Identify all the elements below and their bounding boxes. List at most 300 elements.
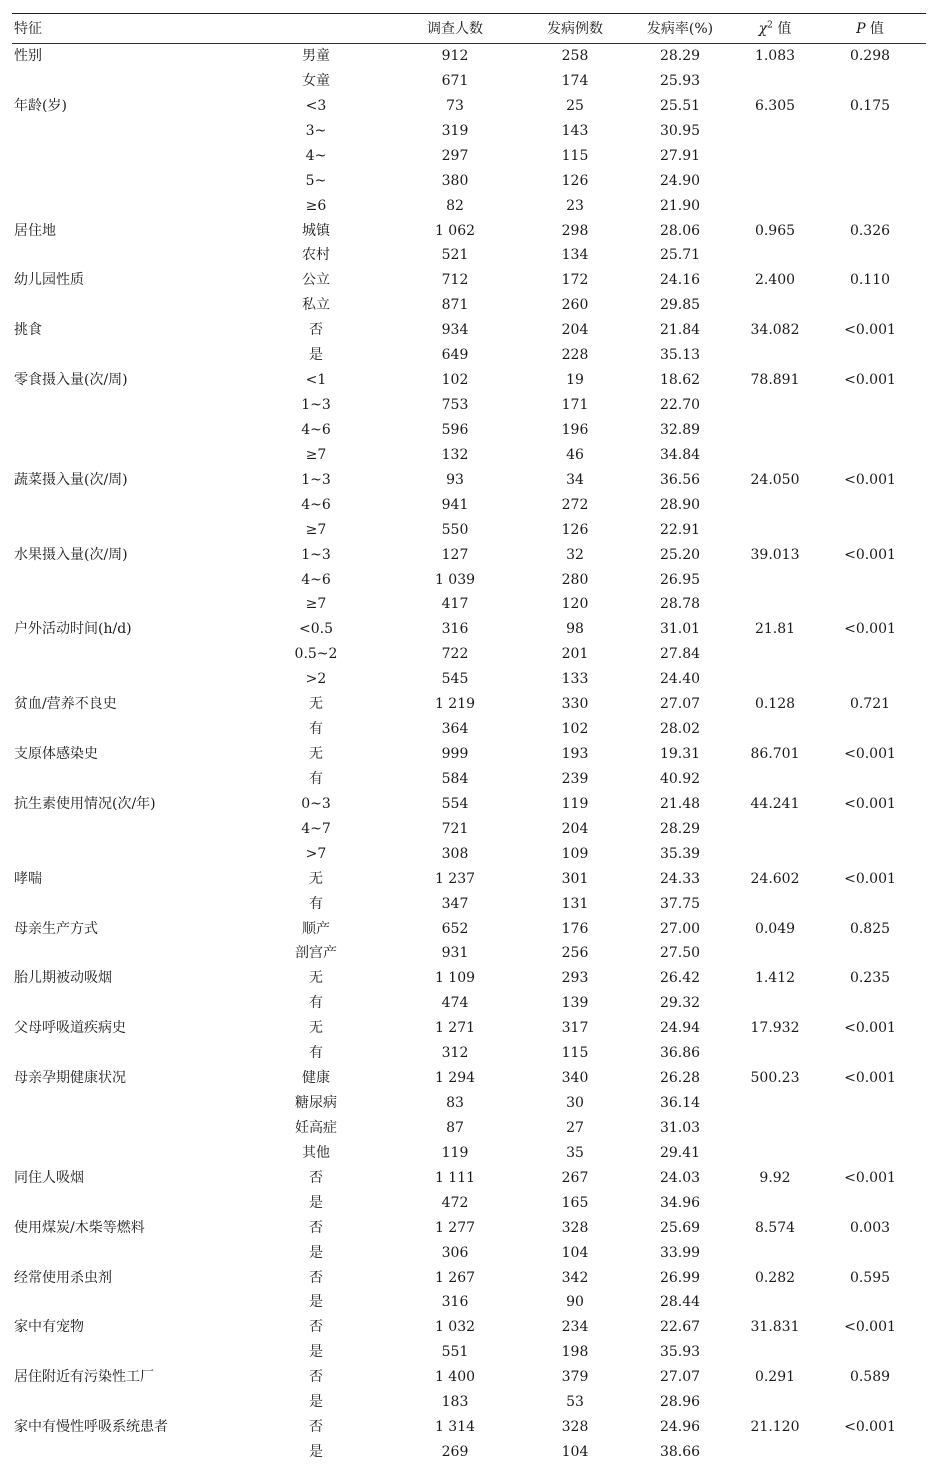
chi-square-cell: 78.891 — [750, 372, 800, 389]
case-count-cell: 171 — [561, 397, 589, 413]
p-value-cell: <0.001 — [844, 1169, 896, 1186]
incidence-rate-cell: 25.69 — [659, 1219, 701, 1236]
feature-cell: 家中有宠物 — [14, 1319, 84, 1336]
table-row — [0, 967, 939, 989]
case-count-cell: 32 — [566, 546, 584, 563]
case-count-cell: 293 — [561, 970, 589, 987]
table-row — [0, 195, 939, 217]
table-row — [0, 1242, 939, 1264]
category-cell: 否 — [309, 1369, 323, 1386]
case-count-cell: 133 — [561, 671, 589, 688]
table-row — [0, 494, 939, 516]
category-cell: >7 — [305, 845, 327, 862]
table-row — [0, 269, 939, 291]
case-count-cell: 172 — [561, 272, 589, 289]
incidence-rate-cell: 28.06 — [659, 222, 701, 239]
survey-count-cell: 417 — [441, 596, 469, 613]
incidence-rate-cell: 36.56 — [659, 471, 701, 488]
table-row — [0, 1017, 939, 1039]
incidence-rate-cell: 38.66 — [659, 1444, 701, 1460]
chi-square-cell: 17.932 — [750, 1020, 800, 1037]
table-row — [0, 120, 939, 142]
table-row — [0, 868, 939, 890]
case-count-cell: 139 — [561, 995, 589, 1012]
case-count-cell: 115 — [561, 1045, 589, 1062]
table-row — [0, 942, 939, 964]
survey-count-cell: 316 — [441, 1294, 469, 1311]
case-count-cell: 165 — [561, 1194, 589, 1211]
case-count-cell: 98 — [566, 621, 584, 638]
table-row — [0, 1042, 939, 1064]
survey-count-cell: 127 — [441, 546, 469, 563]
chi-square-cell: 24.602 — [750, 870, 800, 887]
survey-count-cell: 551 — [441, 1344, 469, 1361]
survey-count-cell: 1 294 — [434, 1070, 476, 1087]
incidence-rate-cell: 35.39 — [659, 845, 701, 862]
table-row — [0, 668, 939, 690]
incidence-rate-cell: 22.70 — [659, 397, 701, 413]
feature-cell: 支原体感染史 — [14, 746, 98, 762]
survey-count-cell: 596 — [441, 421, 469, 438]
category-cell: 是 — [309, 1194, 323, 1211]
feature-cell: 家中有慢性呼吸系统患者 — [14, 1419, 168, 1436]
feature-cell: 母亲生产方式 — [14, 920, 98, 937]
category-cell: <1 — [305, 372, 327, 389]
case-count-cell: 126 — [561, 521, 589, 538]
table-row — [0, 469, 939, 491]
category-cell: 1~3 — [301, 471, 331, 488]
survey-count-cell: 1 267 — [434, 1269, 476, 1286]
incidence-rate-cell: 27.91 — [659, 147, 701, 164]
case-count-cell: 109 — [561, 845, 589, 862]
category-cell: 无 — [309, 970, 323, 987]
case-count-cell: 280 — [561, 571, 589, 588]
chi-square-cell: 0.049 — [754, 920, 796, 937]
incidence-rate-cell: 28.02 — [659, 721, 701, 738]
category-cell: 妊高症 — [295, 1119, 337, 1136]
category-cell: 否 — [309, 1419, 323, 1436]
p-value-cell: <0.001 — [844, 621, 896, 638]
category-cell: ≥7 — [305, 596, 327, 613]
case-count-cell: 53 — [566, 1394, 584, 1411]
case-count-cell: 119 — [561, 795, 589, 812]
table-row — [0, 95, 939, 117]
category-cell: 无 — [309, 696, 323, 713]
case-count-cell: 176 — [561, 920, 589, 937]
table-row — [0, 369, 939, 391]
category-cell: 否 — [309, 1269, 323, 1286]
survey-count-cell: 87 — [446, 1119, 464, 1136]
table-row — [0, 544, 939, 566]
category-cell: 健康 — [302, 1070, 330, 1087]
p-value-cell: 0.235 — [849, 970, 891, 987]
incidence-rate-cell: 24.16 — [659, 272, 701, 289]
incidence-rate-cell: 28.29 — [659, 48, 701, 64]
case-count-cell: 204 — [561, 820, 589, 837]
table-row — [0, 1316, 939, 1338]
category-cell: 农村 — [302, 247, 330, 264]
incidence-rate-cell: 33.99 — [659, 1244, 701, 1261]
feature-cell: 挑食 — [14, 322, 42, 339]
incidence-rate-cell: 31.03 — [659, 1119, 701, 1136]
header-chi-square — [720, 19, 830, 39]
incidence-rate-cell: 22.67 — [659, 1319, 701, 1336]
table-header-rule — [12, 43, 926, 44]
category-cell: 私立 — [302, 297, 330, 314]
table-row — [0, 618, 939, 640]
table-row — [0, 1391, 939, 1413]
survey-count-cell: 521 — [441, 247, 469, 264]
category-cell: <3 — [305, 97, 327, 114]
feature-cell: 户外活动时间(h/d) — [14, 621, 132, 638]
category-cell: 4~7 — [301, 820, 331, 837]
survey-count-cell: 871 — [441, 297, 469, 314]
category-cell: 其他 — [302, 1144, 330, 1161]
table-row — [0, 294, 939, 316]
incidence-rate-cell: 24.90 — [659, 172, 701, 189]
survey-count-cell: 1 237 — [434, 870, 476, 887]
p-value-cell: <0.001 — [844, 322, 896, 339]
survey-count-cell: 316 — [441, 621, 469, 638]
feature-cell: 蔬菜摄入量(次/周) — [14, 471, 128, 488]
table-row — [0, 170, 939, 192]
table-row — [0, 244, 939, 266]
p-symbol: P — [856, 21, 866, 37]
survey-count-cell: 297 — [441, 147, 469, 164]
case-count-cell: 328 — [561, 1219, 589, 1236]
chi-square-cell: 39.013 — [750, 546, 800, 563]
case-count-cell: 27 — [566, 1119, 584, 1136]
category-cell: 无 — [309, 746, 323, 762]
p-value-cell: <0.001 — [844, 546, 896, 563]
incidence-rate-cell: 31.01 — [659, 621, 701, 638]
table-row — [0, 394, 939, 416]
feature-cell: 幼儿园性质 — [14, 272, 84, 289]
case-count-cell: 258 — [561, 48, 589, 64]
survey-count-cell: 119 — [441, 1144, 469, 1161]
p-value-cell: 0.595 — [849, 1269, 891, 1286]
case-count-cell: 260 — [561, 297, 589, 314]
survey-count-cell: 1 111 — [434, 1169, 476, 1186]
incidence-rate-cell: 26.28 — [659, 1070, 701, 1087]
category-cell: ≥6 — [305, 197, 327, 214]
incidence-rate-cell: 28.44 — [659, 1294, 701, 1311]
survey-count-cell: 999 — [441, 746, 469, 762]
survey-count-cell: 93 — [446, 471, 464, 488]
case-count-cell: 131 — [561, 895, 589, 912]
chi-square-cell: 0.965 — [754, 222, 796, 239]
incidence-rate-cell: 25.71 — [659, 247, 701, 264]
table-row — [0, 1117, 939, 1139]
p-value-cell: <0.001 — [844, 1070, 896, 1087]
table-row — [0, 1366, 939, 1388]
chi-square-cell: 6.305 — [754, 97, 796, 114]
table-row — [0, 569, 939, 591]
chi-symbol: χ — [758, 21, 768, 37]
survey-count-cell: 82 — [446, 197, 464, 214]
incidence-rate-cell: 27.07 — [659, 1369, 701, 1386]
case-count-cell: 196 — [561, 421, 589, 438]
table-row — [0, 444, 939, 466]
feature-cell: 贫血/营养不良史 — [14, 696, 117, 713]
category-cell: 男童 — [302, 48, 330, 64]
incidence-rate-cell: 27.50 — [659, 945, 701, 962]
case-count-cell: 298 — [561, 222, 589, 239]
feature-cell: 年龄(岁) — [14, 97, 67, 114]
table-row — [0, 718, 939, 740]
survey-count-cell: 306 — [441, 1244, 469, 1261]
incidence-rate-cell: 29.85 — [659, 297, 701, 314]
case-count-cell: 328 — [561, 1419, 589, 1436]
table-row — [0, 743, 939, 765]
case-count-cell: 120 — [561, 596, 589, 613]
table-row — [0, 70, 939, 92]
survey-count-cell: 132 — [441, 446, 469, 463]
incidence-rate-cell: 24.96 — [659, 1419, 701, 1436]
case-count-cell: 198 — [561, 1344, 589, 1361]
chi-square-cell: 44.241 — [750, 795, 800, 812]
chi-suffix: 值 — [772, 21, 792, 37]
table-row — [0, 1092, 939, 1114]
incidence-rate-cell: 25.51 — [659, 97, 701, 114]
incidence-rate-cell: 22.91 — [659, 521, 701, 538]
case-count-cell: 104 — [561, 1444, 589, 1460]
category-cell: 4~6 — [301, 571, 331, 588]
chi-square-cell: 2.400 — [754, 272, 796, 289]
survey-count-cell: 380 — [441, 172, 469, 189]
chi-superscript: 2 — [767, 20, 773, 31]
p-value-cell: <0.001 — [844, 1020, 896, 1037]
category-cell: 无 — [309, 1020, 323, 1037]
incidence-rate-cell: 27.00 — [659, 920, 701, 937]
category-cell: 4~ — [305, 147, 327, 164]
case-count-cell: 272 — [561, 496, 589, 513]
incidence-rate-cell: 26.42 — [659, 970, 701, 987]
survey-count-cell: 712 — [441, 272, 469, 289]
incidence-rate-cell: 26.99 — [659, 1269, 701, 1286]
category-cell: 是 — [309, 1244, 323, 1261]
case-count-cell: 317 — [561, 1020, 589, 1037]
category-cell: 女童 — [302, 72, 330, 89]
case-count-cell: 46 — [566, 446, 584, 463]
chi-square-cell: 500.23 — [750, 1070, 800, 1087]
case-count-cell: 256 — [561, 945, 589, 962]
chi-square-cell: 34.082 — [750, 322, 800, 339]
table-row — [0, 1291, 939, 1313]
case-count-cell: 204 — [561, 322, 589, 339]
category-cell: <0.5 — [299, 621, 333, 638]
incidence-rate-cell: 29.41 — [659, 1144, 701, 1161]
case-count-cell: 23 — [566, 197, 584, 214]
table-row — [0, 419, 939, 441]
p-value-cell: <0.001 — [844, 1319, 896, 1336]
case-count-cell: 134 — [561, 247, 589, 264]
incidence-rate-cell: 34.84 — [659, 446, 701, 463]
p-value-cell: <0.001 — [844, 870, 896, 887]
chi-square-cell: 0.282 — [754, 1269, 796, 1286]
survey-count-cell: 83 — [446, 1095, 464, 1111]
incidence-rate-cell: 24.03 — [659, 1169, 701, 1186]
table-row — [0, 344, 939, 366]
incidence-rate-cell: 28.90 — [659, 496, 701, 513]
survey-count-cell: 722 — [441, 646, 469, 663]
p-suffix: 值 — [865, 21, 884, 37]
incidence-rate-cell: 25.20 — [659, 546, 701, 563]
category-cell: ≥7 — [305, 446, 327, 463]
survey-count-cell: 1 062 — [434, 222, 476, 239]
p-value-cell: 0.589 — [849, 1369, 891, 1386]
chi-square-cell: 31.831 — [750, 1319, 800, 1336]
incidence-rate-cell: 28.78 — [659, 596, 701, 613]
case-count-cell: 25 — [566, 97, 584, 114]
category-cell: 剖宫产 — [295, 945, 337, 962]
header-survey-count: 调查人数 — [427, 21, 483, 37]
survey-count-cell: 308 — [441, 845, 469, 862]
case-count-cell: 35 — [566, 1144, 584, 1161]
incidence-rate-cell: 24.94 — [659, 1020, 701, 1037]
table-row — [0, 818, 939, 840]
p-value-cell: 0.721 — [849, 696, 891, 713]
category-cell: 否 — [309, 1169, 323, 1186]
p-value-cell: <0.001 — [844, 1419, 896, 1436]
chi-square-cell: 24.050 — [750, 471, 800, 488]
case-count-cell: 19 — [566, 372, 584, 389]
chi-square-cell: 21.120 — [750, 1419, 800, 1436]
table-row — [0, 893, 939, 915]
category-cell: 有 — [309, 721, 323, 738]
category-cell: 否 — [309, 1319, 323, 1336]
header-feature: 特征 — [14, 21, 42, 37]
category-cell: 糖尿病 — [295, 1095, 337, 1111]
case-count-cell: 104 — [561, 1244, 589, 1261]
feature-cell: 居住附近有污染性工厂 — [14, 1369, 154, 1386]
survey-count-cell: 319 — [441, 122, 469, 139]
category-cell: 公立 — [302, 272, 330, 289]
incidence-rate-cell: 30.95 — [659, 122, 701, 139]
p-value-cell: <0.001 — [844, 372, 896, 389]
table-row — [0, 1217, 939, 1239]
survey-count-cell: 1 314 — [434, 1419, 476, 1436]
p-value-cell: 0.110 — [849, 272, 891, 289]
table-row — [0, 693, 939, 715]
table-row — [0, 768, 939, 790]
incidence-rate-cell: 36.14 — [659, 1095, 701, 1111]
survey-count-cell: 649 — [441, 347, 469, 364]
p-value-cell: 0.298 — [849, 48, 891, 64]
case-count-cell: 30 — [566, 1095, 584, 1111]
case-count-cell: 115 — [561, 147, 589, 164]
table-row — [0, 45, 939, 67]
category-cell: 无 — [309, 870, 323, 887]
p-value-cell: 0.003 — [849, 1219, 891, 1236]
category-cell: 0.5~2 — [294, 646, 338, 663]
header-case-count: 发病例数 — [547, 21, 603, 37]
case-count-cell: 143 — [561, 122, 589, 139]
header-incidence-rate: 发病率(%) — [646, 21, 714, 37]
table-row — [0, 1441, 939, 1463]
survey-count-cell: 73 — [446, 97, 464, 114]
feature-cell: 性别 — [14, 48, 42, 64]
table-row — [0, 1192, 939, 1214]
chi-square-cell: 1.412 — [754, 970, 796, 987]
survey-count-cell: 1 039 — [434, 571, 476, 588]
table-row — [0, 1167, 939, 1189]
feature-cell: 哮喘 — [14, 870, 42, 887]
chi-square-cell: 0.128 — [754, 696, 796, 713]
chi-square-cell: 21.81 — [754, 621, 796, 638]
category-cell: 5~ — [305, 172, 327, 189]
case-count-cell: 342 — [561, 1269, 589, 1286]
case-count-cell: 201 — [561, 646, 589, 663]
survey-count-cell: 1 271 — [434, 1020, 476, 1037]
case-count-cell: 379 — [561, 1369, 589, 1386]
survey-count-cell: 941 — [441, 496, 469, 513]
table-row — [0, 593, 939, 615]
feature-cell: 母亲孕期健康状况 — [14, 1070, 126, 1087]
table-row — [0, 1341, 939, 1363]
feature-cell: 居住地 — [14, 222, 56, 239]
incidence-rate-cell: 28.29 — [659, 820, 701, 837]
category-cell: 是 — [309, 1344, 323, 1361]
category-cell: 否 — [309, 1219, 323, 1236]
survey-count-cell: 1 400 — [434, 1369, 476, 1386]
p-value-cell: 0.825 — [849, 920, 891, 937]
incidence-rate-cell: 28.96 — [659, 1394, 701, 1411]
table-row — [0, 1142, 939, 1164]
case-count-cell: 126 — [561, 172, 589, 189]
survey-count-cell: 545 — [441, 671, 469, 688]
survey-count-cell: 347 — [441, 895, 469, 912]
category-cell: 顺产 — [302, 920, 330, 937]
survey-count-cell: 312 — [441, 1045, 469, 1062]
header-p-value — [815, 19, 925, 39]
incidence-rate-cell: 34.96 — [659, 1194, 701, 1211]
chi-square-cell: 8.574 — [754, 1219, 796, 1236]
feature-cell: 胎儿期被动吸烟 — [14, 970, 112, 987]
case-count-cell: 267 — [561, 1169, 589, 1186]
incidence-rate-cell: 36.86 — [659, 1045, 701, 1062]
case-count-cell: 239 — [561, 770, 589, 787]
case-count-cell: 102 — [561, 721, 589, 738]
chi-square-cell: 1.083 — [754, 48, 796, 64]
category-cell: 否 — [309, 322, 323, 339]
incidence-rate-cell: 21.84 — [659, 322, 701, 339]
table-row — [0, 319, 939, 341]
case-count-cell: 174 — [561, 72, 589, 89]
feature-cell: 同住人吸烟 — [14, 1169, 84, 1186]
category-cell: >2 — [305, 671, 327, 688]
feature-cell: 抗生素使用情况(次/年) — [14, 795, 156, 812]
feature-cell: 使用煤炭/木柴等燃料 — [14, 1219, 145, 1236]
incidence-rate-cell: 25.93 — [659, 72, 701, 89]
incidence-rate-cell: 27.07 — [659, 696, 701, 713]
survey-count-cell: 934 — [441, 322, 469, 339]
table-row — [0, 793, 939, 815]
feature-cell: 经常使用杀虫剂 — [14, 1269, 112, 1286]
table-row — [0, 1416, 939, 1438]
category-cell: 有 — [309, 895, 323, 912]
case-count-cell: 193 — [561, 746, 589, 762]
incidence-rate-cell: 24.33 — [659, 870, 701, 887]
survey-count-cell: 584 — [441, 770, 469, 787]
incidence-rate-cell: 21.48 — [659, 795, 701, 812]
category-cell: 4~6 — [301, 496, 331, 513]
category-cell: 3~ — [305, 122, 327, 139]
incidence-rate-cell: 29.32 — [659, 995, 701, 1012]
survey-count-cell: 1 109 — [434, 970, 476, 987]
incidence-rate-cell: 32.89 — [659, 421, 701, 438]
p-value-cell: 0.326 — [849, 222, 891, 239]
